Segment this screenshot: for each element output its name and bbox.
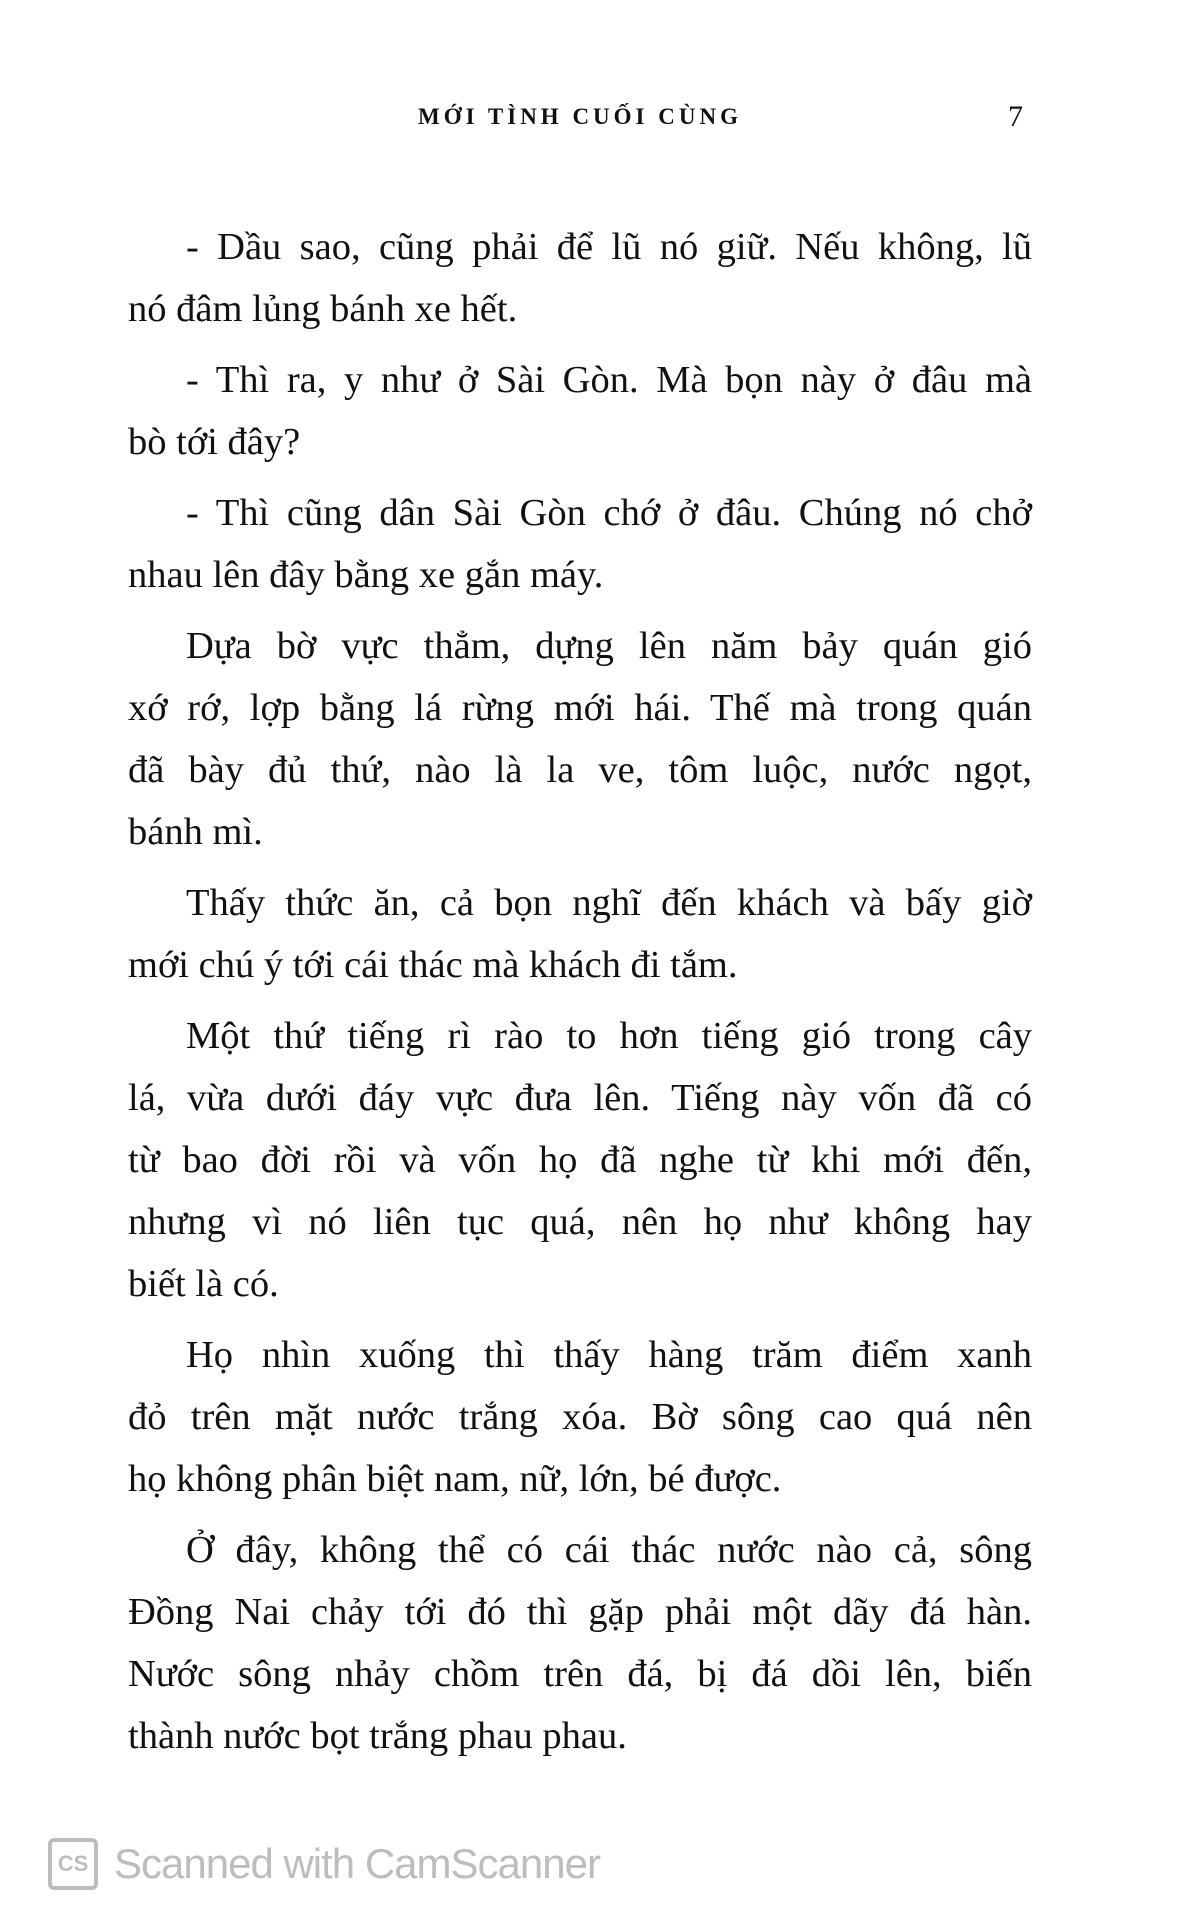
text-line: - Thì ra, y như ở Sài Gòn. Mà bọn này ở đâu mà [186, 359, 1032, 401]
text-line: Thấy thức ăn, cả bọn nghĩ đến khách và bấy giờ [186, 882, 1032, 924]
text-line: đã bày đủ thứ, nào là la ve, tôm luộc, nước ngọt, [128, 749, 1032, 791]
text-line: Ở đây, không thể có cái thác nước nào cả, sông [186, 1529, 1032, 1571]
text-line: lá, vừa dưới đáy vực đưa lên. Tiếng này vốn đã có [128, 1077, 1032, 1119]
camscanner-logo-icon [48, 1838, 98, 1890]
text-line: nhau lên đây bằng xe gắn máy. [128, 554, 604, 596]
paragraph [128, 1519, 1032, 1767]
page-number: 7 [1008, 100, 1023, 133]
text-line: thành nước bọt trắng phau phau. [128, 1715, 627, 1757]
paragraph [128, 1005, 1032, 1315]
paragraph [128, 1324, 1032, 1510]
paragraph [128, 349, 1032, 473]
text-line: bánh mì. [128, 811, 263, 853]
text-line: Dựa bờ vực thẳm, dựng lên năm bảy quán gió [186, 625, 1032, 667]
text-line: biết là có. [128, 1263, 279, 1305]
text-line: - Dầu sao, cũng phải để lũ nó giữ. Nếu không, lũ [186, 226, 1032, 268]
text-line: - Thì cũng dân Sài Gòn chớ ở đâu. Chúng nó chở [186, 492, 1032, 534]
text-line: Một thứ tiếng rì rào to hơn tiếng gió trong cây [186, 1015, 1032, 1057]
paragraph [128, 872, 1032, 996]
watermark-text: Scanned with CamScanner [114, 1840, 600, 1887]
text-line: nhưng vì nó liên tục quá, nên họ như không hay [128, 1201, 1032, 1243]
camscanner-watermark [48, 1836, 600, 1892]
text-line: xớ rớ, lợp bằng lá rừng mới hái. Thế mà trong quán [128, 687, 1032, 729]
text-line: nó đâm lủng bánh xe hết. [128, 288, 518, 330]
paragraph [128, 482, 1032, 606]
text-line: từ bao đời rồi và vốn họ đã nghe từ khi mới đến, [128, 1139, 1032, 1181]
page-header [0, 100, 1184, 140]
body-text [128, 216, 1032, 1767]
text-line: Họ nhìn xuống thì thấy hàng trăm điểm xanh [186, 1334, 1032, 1376]
text-line: bò tới đây? [128, 421, 301, 463]
paragraph [128, 615, 1032, 863]
text-line: Nước sông nhảy chồm trên đá, bị đá dồi lên, biến [128, 1653, 1032, 1695]
logo-text: CS [57, 1851, 89, 1876]
text-line: đỏ trên mặt nước trắng xóa. Bờ sông cao quá nên [128, 1396, 1032, 1438]
running-title: MỚI TÌNH CUỐI CÙNG [418, 104, 742, 129]
text-line: mới chú ý tới cái thác mà khách đi tắm. [128, 944, 738, 986]
paragraph [128, 216, 1032, 340]
text-line: họ không phân biệt nam, nữ, lớn, bé được. [128, 1458, 782, 1500]
text-line: Đồng Nai chảy tới đó thì gặp phải một dãy đá hàn. [128, 1591, 1032, 1633]
